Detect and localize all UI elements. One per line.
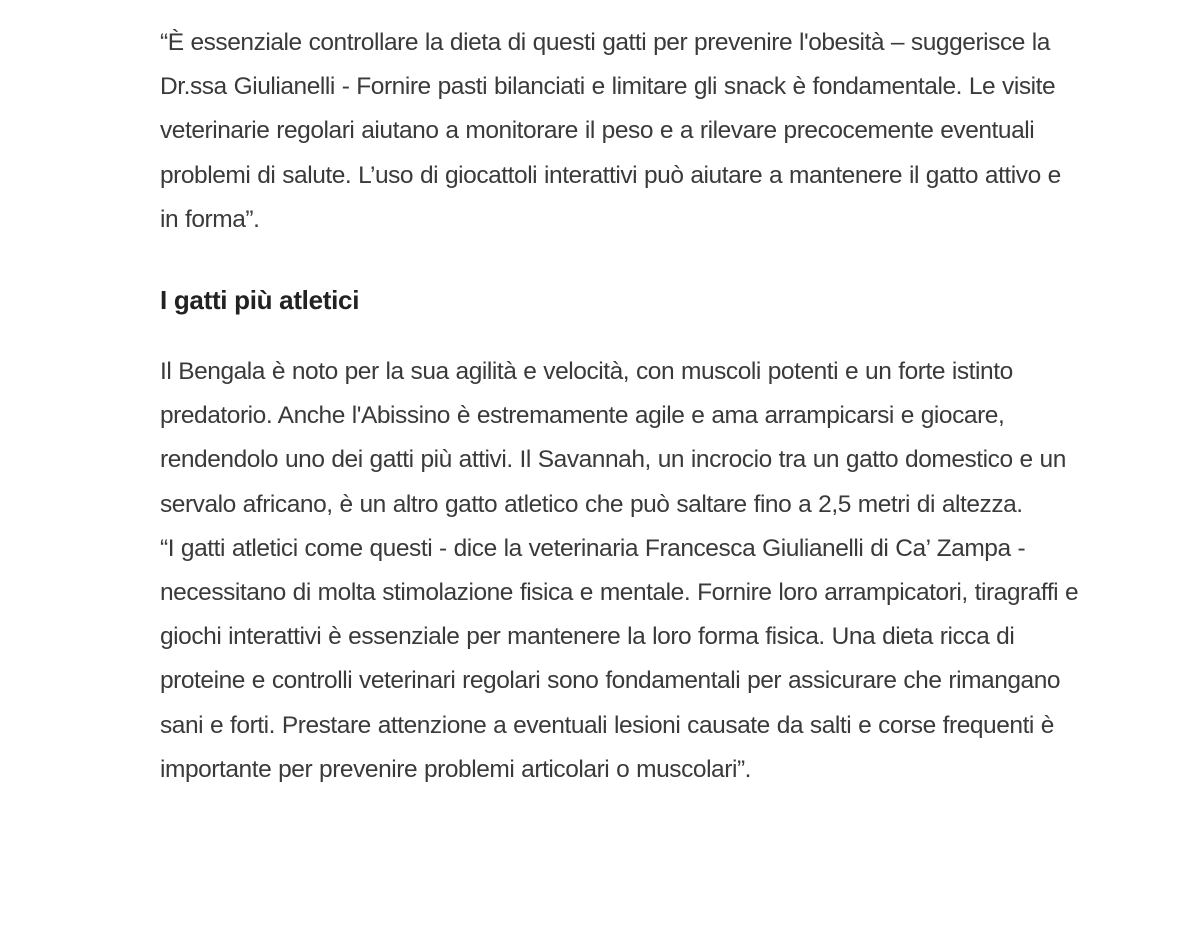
quote-paragraph-diet: “È essenziale controllare la dieta di questi gatti per prevenire l'obesità – suggerisce la Dr.ssa Giulianelli - Fornire pasti bilanciati e limitare gli snack è fondamentale. Le visite veterinarie regolari aiutano a monitorare il peso e a rilevare precocemente eventuali problemi di salute. L’uso di giocattoli interattivi può aiutare a mantenere il gatto attivo e in forma”. <box>160 29 1061 233</box>
spacer <box>160 242 1080 284</box>
article-body <box>160 21 1080 792</box>
section-heading: I gatti più atletici <box>160 285 360 316</box>
paragraph-athletic-breeds: Il Bengala è noto per la sua agilità e velocità, con muscoli potenti e un forte istinto predatorio. Anche l'Abissino è estremamente agile e ama arrampicarsi e giocare, rendendolo uno dei gatti più attivi. Il Savannah, un incrocio tra un gatto domestico e un servalo africano, è un altro gatto atletico che può saltare fino a 2,5 metri di altezza. <box>160 358 1066 518</box>
quote-paragraph-veterinarian: “I gatti atletici come questi - dice la veterinaria Francesca Giulianelli di Ca’ Zampa - necessitano di molta stimolazione fisica e mentale. Fornire loro arrampicatori, tiragraffi e giochi interattivi è essenziale per mantenere la loro forma fisica. Una dieta ricca di proteine e controlli veterinari regolari sono fondamentali per assicurare che rimangano sani e forti. Prestare attenzione a eventuali lesioni causate da salti e corse frequenti è importante per prevenire problemi articolari o muscolari”. <box>160 534 1079 783</box>
spacer <box>160 316 1080 350</box>
